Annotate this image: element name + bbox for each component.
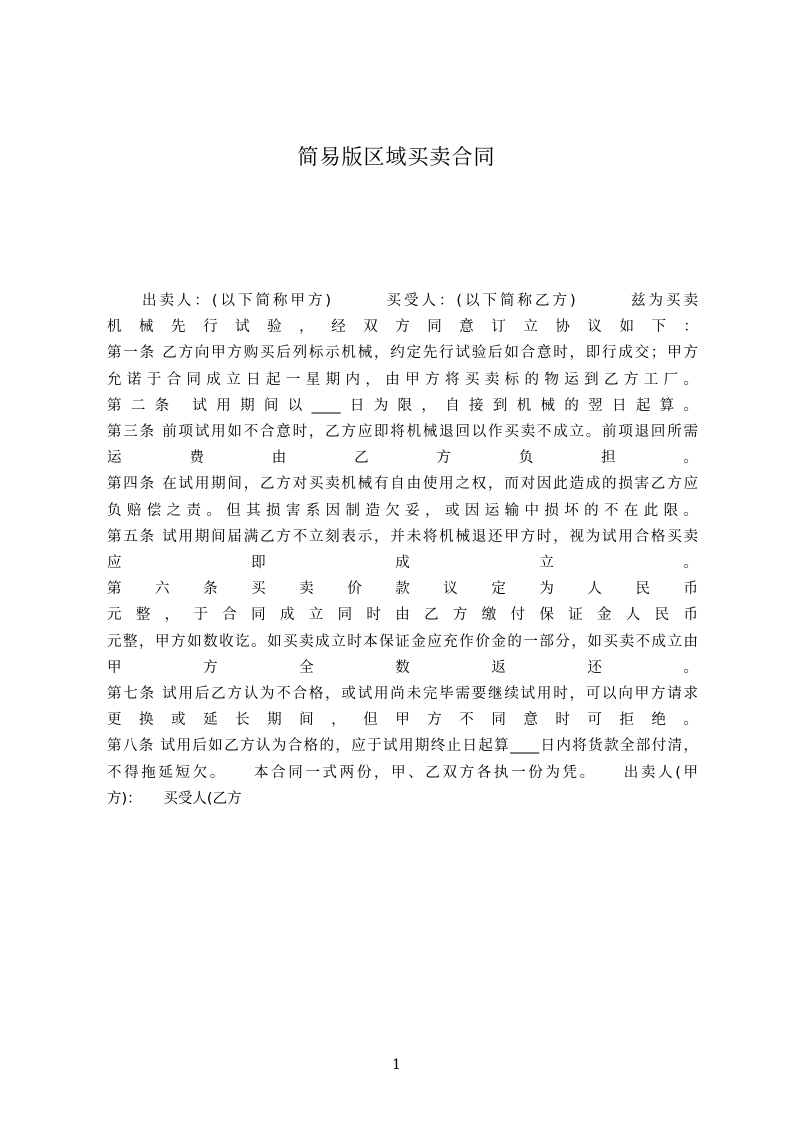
body-line: 第七条 试用后乙方认为不合格，或试用尚未完毕需要继续试用时，可以向甲方请求 <box>107 686 698 702</box>
page-number: 1 <box>392 1057 401 1073</box>
body-line: 第四条 在试用期间，乙方对买卖机械有自由使用之权，而对因此造成的损害乙方应 <box>107 476 698 493</box>
body-line: 第八条 试用后如乙方认为合格的，应于试用期终止日起算____日内将货款全部付清， <box>107 738 698 755</box>
body-line: 方)： 买受人(乙方 <box>107 790 242 807</box>
body-line: 应即成立。 <box>107 555 698 571</box>
body-line: 运费由乙方负担。 <box>107 450 698 467</box>
body-line: 更换或延长期间，但甲方不同意时可拒绝。 <box>107 712 698 729</box>
body-line: 元整，甲方如数收讫。如买卖成立时本保证金应充作价金的一部分，如买卖不成立由 <box>107 633 698 650</box>
document-title: 简易版区域买卖合同 <box>297 145 496 169</box>
body-line: 允诺于合同成立日起一星期内，由甲方将买卖标的物运到乙方工厂。 <box>107 371 698 388</box>
body-line: 甲方全数返还。 <box>107 659 698 676</box>
body-line: 第三条 前项试用如不合意时，乙方应即将机械退回以作买卖不成立。前项退回所需 <box>107 424 698 440</box>
body-line: 第六条买卖价款议定为人民币 <box>107 581 698 598</box>
body-line: 第一条 乙方向甲方购买后列标示机械，约定先行试验后如合意时，即行成交；甲方 <box>107 345 698 362</box>
body-line: 不得拖延短欠。 本合同一式两份，甲、乙双方各执一份为凭。 出卖人(甲 <box>107 764 698 781</box>
body-line: 第五条 试用期间届满乙方不立刻表示，并未将机械退还甲方时，视为试用合格买卖 <box>107 528 698 545</box>
body-line: 机械先行试验，经双方同意订立协议如下： <box>107 319 698 336</box>
body-line: 元整，于合同成立同时由乙方缴付保证金人民币 <box>107 607 698 624</box>
body-line: 出卖人：(以下简称甲方) 买受人：(以下简称乙方) 兹为买卖 <box>107 293 698 309</box>
body-line: 负赔偿之责。但其损害系因制造欠妥，或因运输中损坏的不在此限。 <box>107 502 698 519</box>
body-line: 第二条 试用期间以____日为限，自接到机械的翌日起算。 <box>107 397 698 414</box>
